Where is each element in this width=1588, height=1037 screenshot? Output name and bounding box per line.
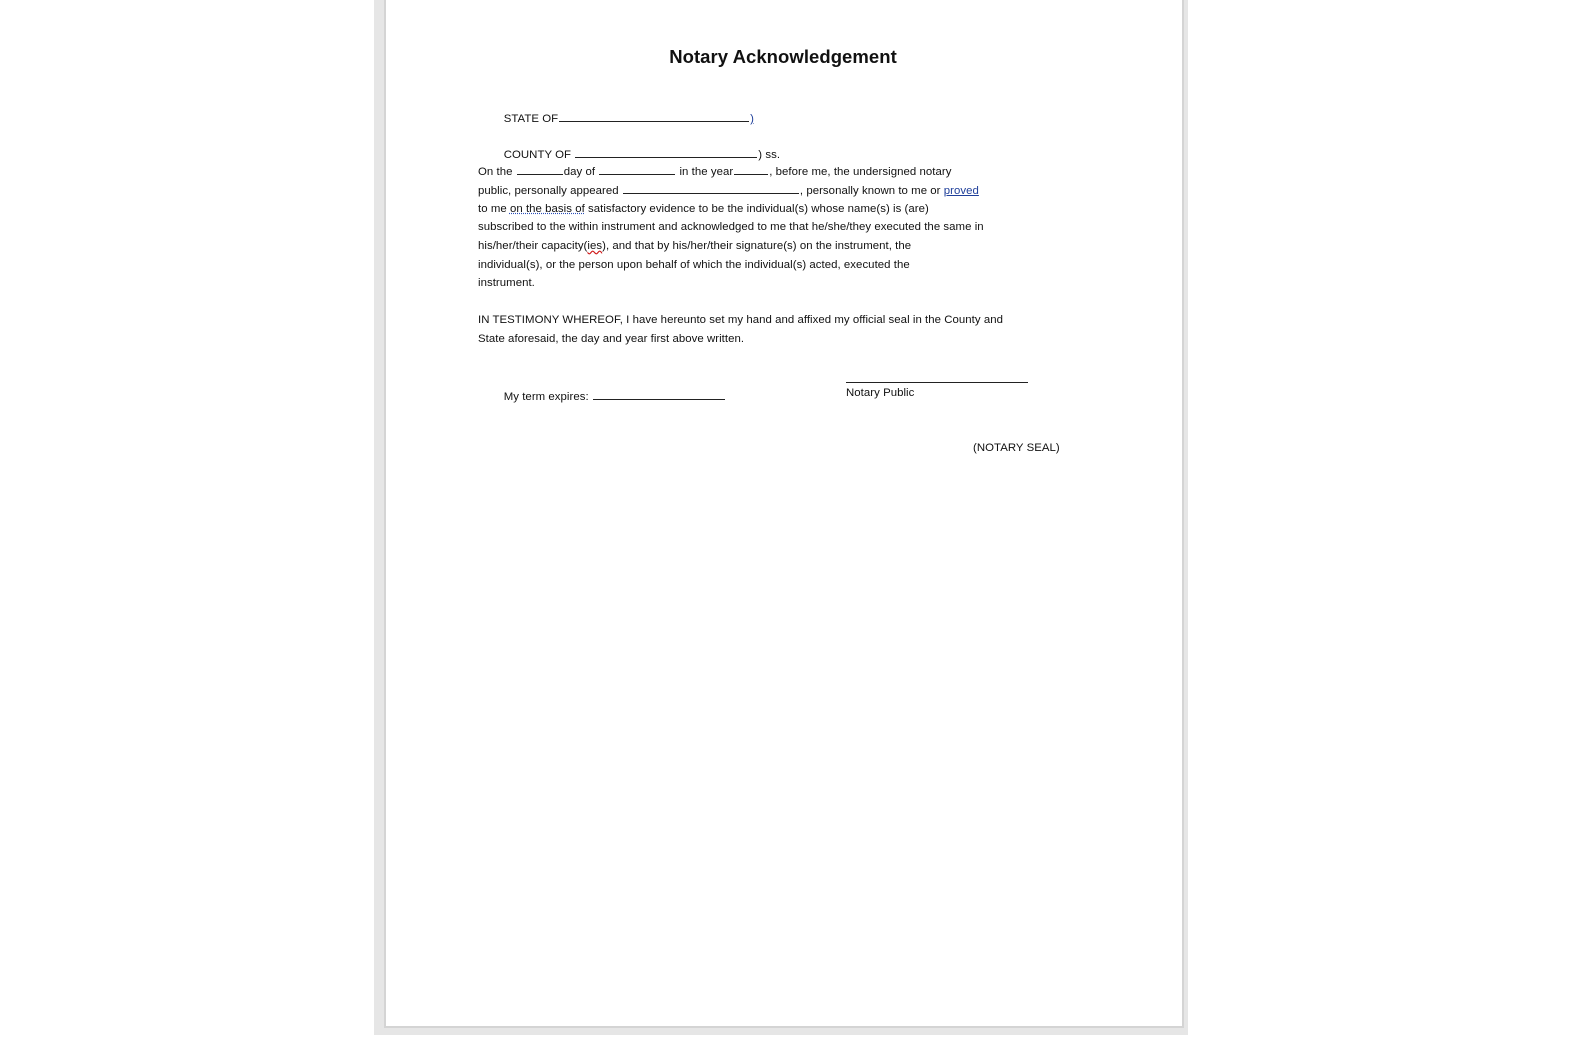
testimony-line-2: State aforesaid, the day and year first above written. <box>478 333 745 345</box>
proved-link[interactable]: proved <box>943 185 979 197</box>
term-expires-line <box>478 367 726 427</box>
text-run: , before me, the undersigned notary <box>769 166 952 178</box>
para-line-4: subscribed to the within instrument and acknowledged to me that he/she/they executed the same in <box>478 221 984 233</box>
county-label: COUNTY OF <box>503 148 572 161</box>
month-blank[interactable] <box>599 162 675 175</box>
grammar-flag[interactable]: on the basis of <box>509 203 585 215</box>
text-run: to me <box>478 203 510 215</box>
text-run: On the <box>478 166 516 178</box>
county-blank[interactable] <box>575 145 757 158</box>
para-line-2 <box>478 181 979 202</box>
text-run: satisfactory evidence to be the individual(s) whose name(s) is (are) <box>584 203 929 215</box>
year-blank[interactable] <box>734 162 768 175</box>
text-run: his/her/their capacity( <box>478 240 588 252</box>
para-line-3 <box>478 200 929 220</box>
appeared-name-blank[interactable] <box>623 181 799 194</box>
notary-public-label: Notary Public <box>846 387 915 399</box>
text-run: in the year <box>676 166 734 178</box>
state-close: ) <box>750 112 754 125</box>
notary-signature-line[interactable] <box>846 382 1028 383</box>
spelling-flag[interactable]: ies <box>587 240 603 252</box>
state-label: STATE OF <box>503 112 559 125</box>
term-label: My term expires: <box>503 390 589 403</box>
text-run: , personally known to me or <box>799 185 944 197</box>
text-run: ), and that by his/her/their signature(s) on the instrument, the <box>602 240 912 252</box>
day-blank[interactable] <box>517 162 563 175</box>
testimony-line-1: IN TESTIMONY WHEREOF, I have hereunto set my hand and affixed my official seal in the County and <box>478 314 1004 326</box>
text-run: public, personally appeared <box>478 185 622 197</box>
county-close: ) ss. <box>758 148 781 161</box>
document-page[interactable] <box>384 0 1184 1028</box>
para-line-5 <box>478 237 911 257</box>
document-title: Notary Acknowledgement <box>669 46 897 67</box>
para-line-1 <box>478 162 951 183</box>
text-run: day of <box>563 166 599 178</box>
para-line-7: instrument. <box>478 277 535 289</box>
notary-seal-label: (NOTARY SEAL) <box>973 442 1060 454</box>
para-line-6: individual(s), or the person upon behalf of which the individual(s) acted, executed the <box>478 259 910 271</box>
term-blank[interactable] <box>593 387 725 400</box>
state-blank[interactable] <box>559 109 749 122</box>
